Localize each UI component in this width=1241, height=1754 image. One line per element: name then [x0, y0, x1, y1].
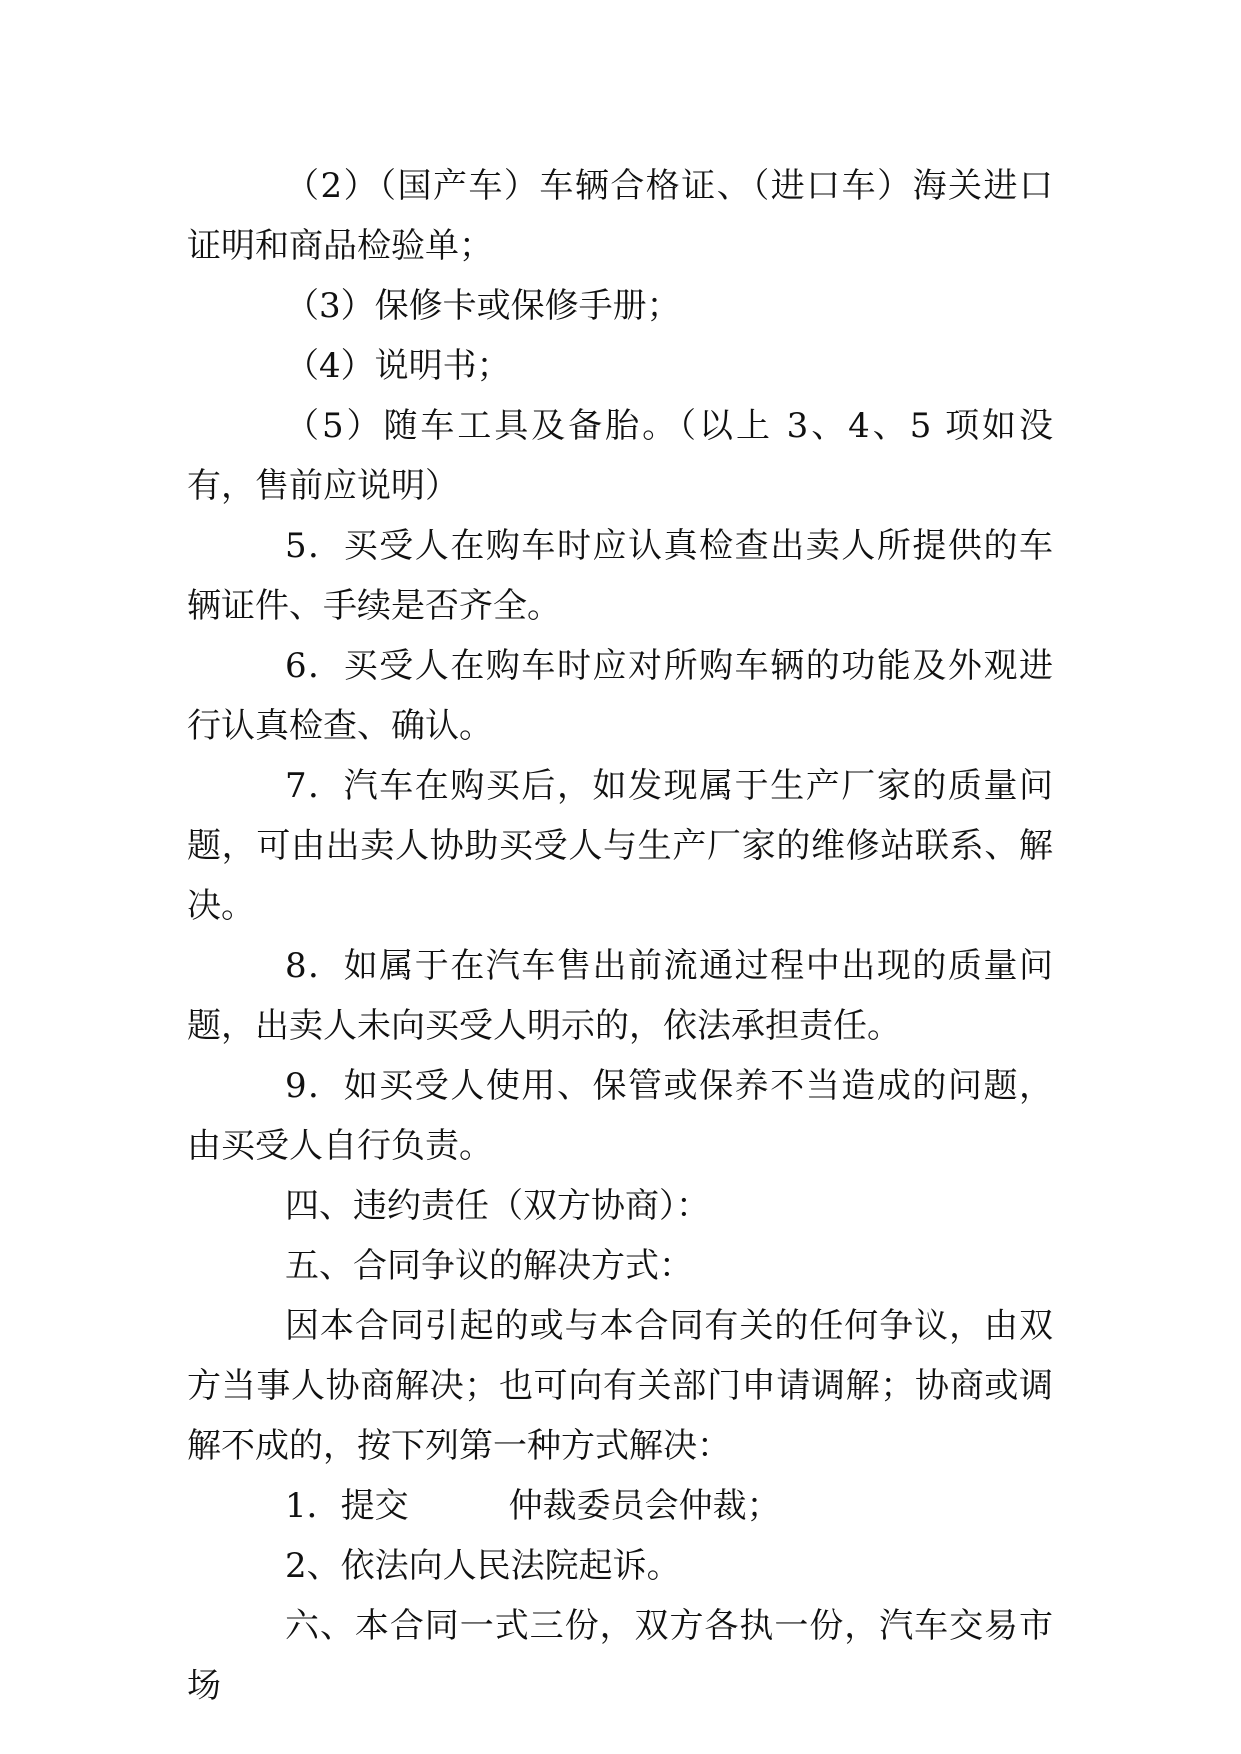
paragraph-tools: （5）随车工具及备胎。（以上 3、4、5 项如没有，售前应说明） [187, 406, 1053, 506]
section-heading-copies: 六、本合同一式三份，双方各执一份，汽车交易市场 [187, 1606, 1053, 1706]
paragraph-warranty: （3）保修卡或保修手册； [285, 286, 681, 326]
paragraph-litigation-option: 2、依法向人民法院起诉。 [285, 1546, 681, 1586]
paragraph-clause-9: 9．如买受人使用、保管或保养不当造成的问题，由买受人自行负责。 [187, 1066, 1053, 1166]
section-heading-breach: 四、违约责任（双方协商）： [285, 1186, 710, 1226]
paragraph-clause-8: 8．如属于在汽车售出前流通过程中出现的质量问题，出卖人未向买受人明示的，依法承担责任。 [187, 946, 1053, 1046]
section-heading-dispute: 五、合同争议的解决方式： [285, 1246, 693, 1286]
paragraph-manual: （4）说明书； [285, 346, 511, 386]
paragraph-arbitration-option [187, 1476, 1053, 1536]
arbitration-prefix: 1．提交 [285, 1486, 409, 1526]
paragraph-clause-7: 7．汽车在购买后，如发现属于生产厂家的质量问题，可由出卖人协助买受人与生产厂家的维修站联系、解决。 [187, 766, 1053, 926]
arbitration-suffix: 仲裁委员会仲裁； [508, 1486, 781, 1526]
paragraph-clause-6: 6．买受人在购车时应对所购车辆的功能及外观进行认真检查、确认。 [187, 646, 1053, 746]
paragraph-certificate: （2）（国产车）车辆合格证、（进口车）海关进口证明和商品检验单； [187, 166, 1053, 266]
paragraph-clause-5: 5．买受人在购车时应认真检查出卖人所提供的车辆证件、手续是否齐全。 [187, 526, 1053, 626]
document-body [187, 156, 1053, 1716]
paragraph-dispute-resolution: 因本合同引起的或与本合同有关的任何争议，由双方当事人协商解决；也可向有关部门申请调解；协商或调解不成的，按下列第一种方式解决： [187, 1306, 1053, 1466]
